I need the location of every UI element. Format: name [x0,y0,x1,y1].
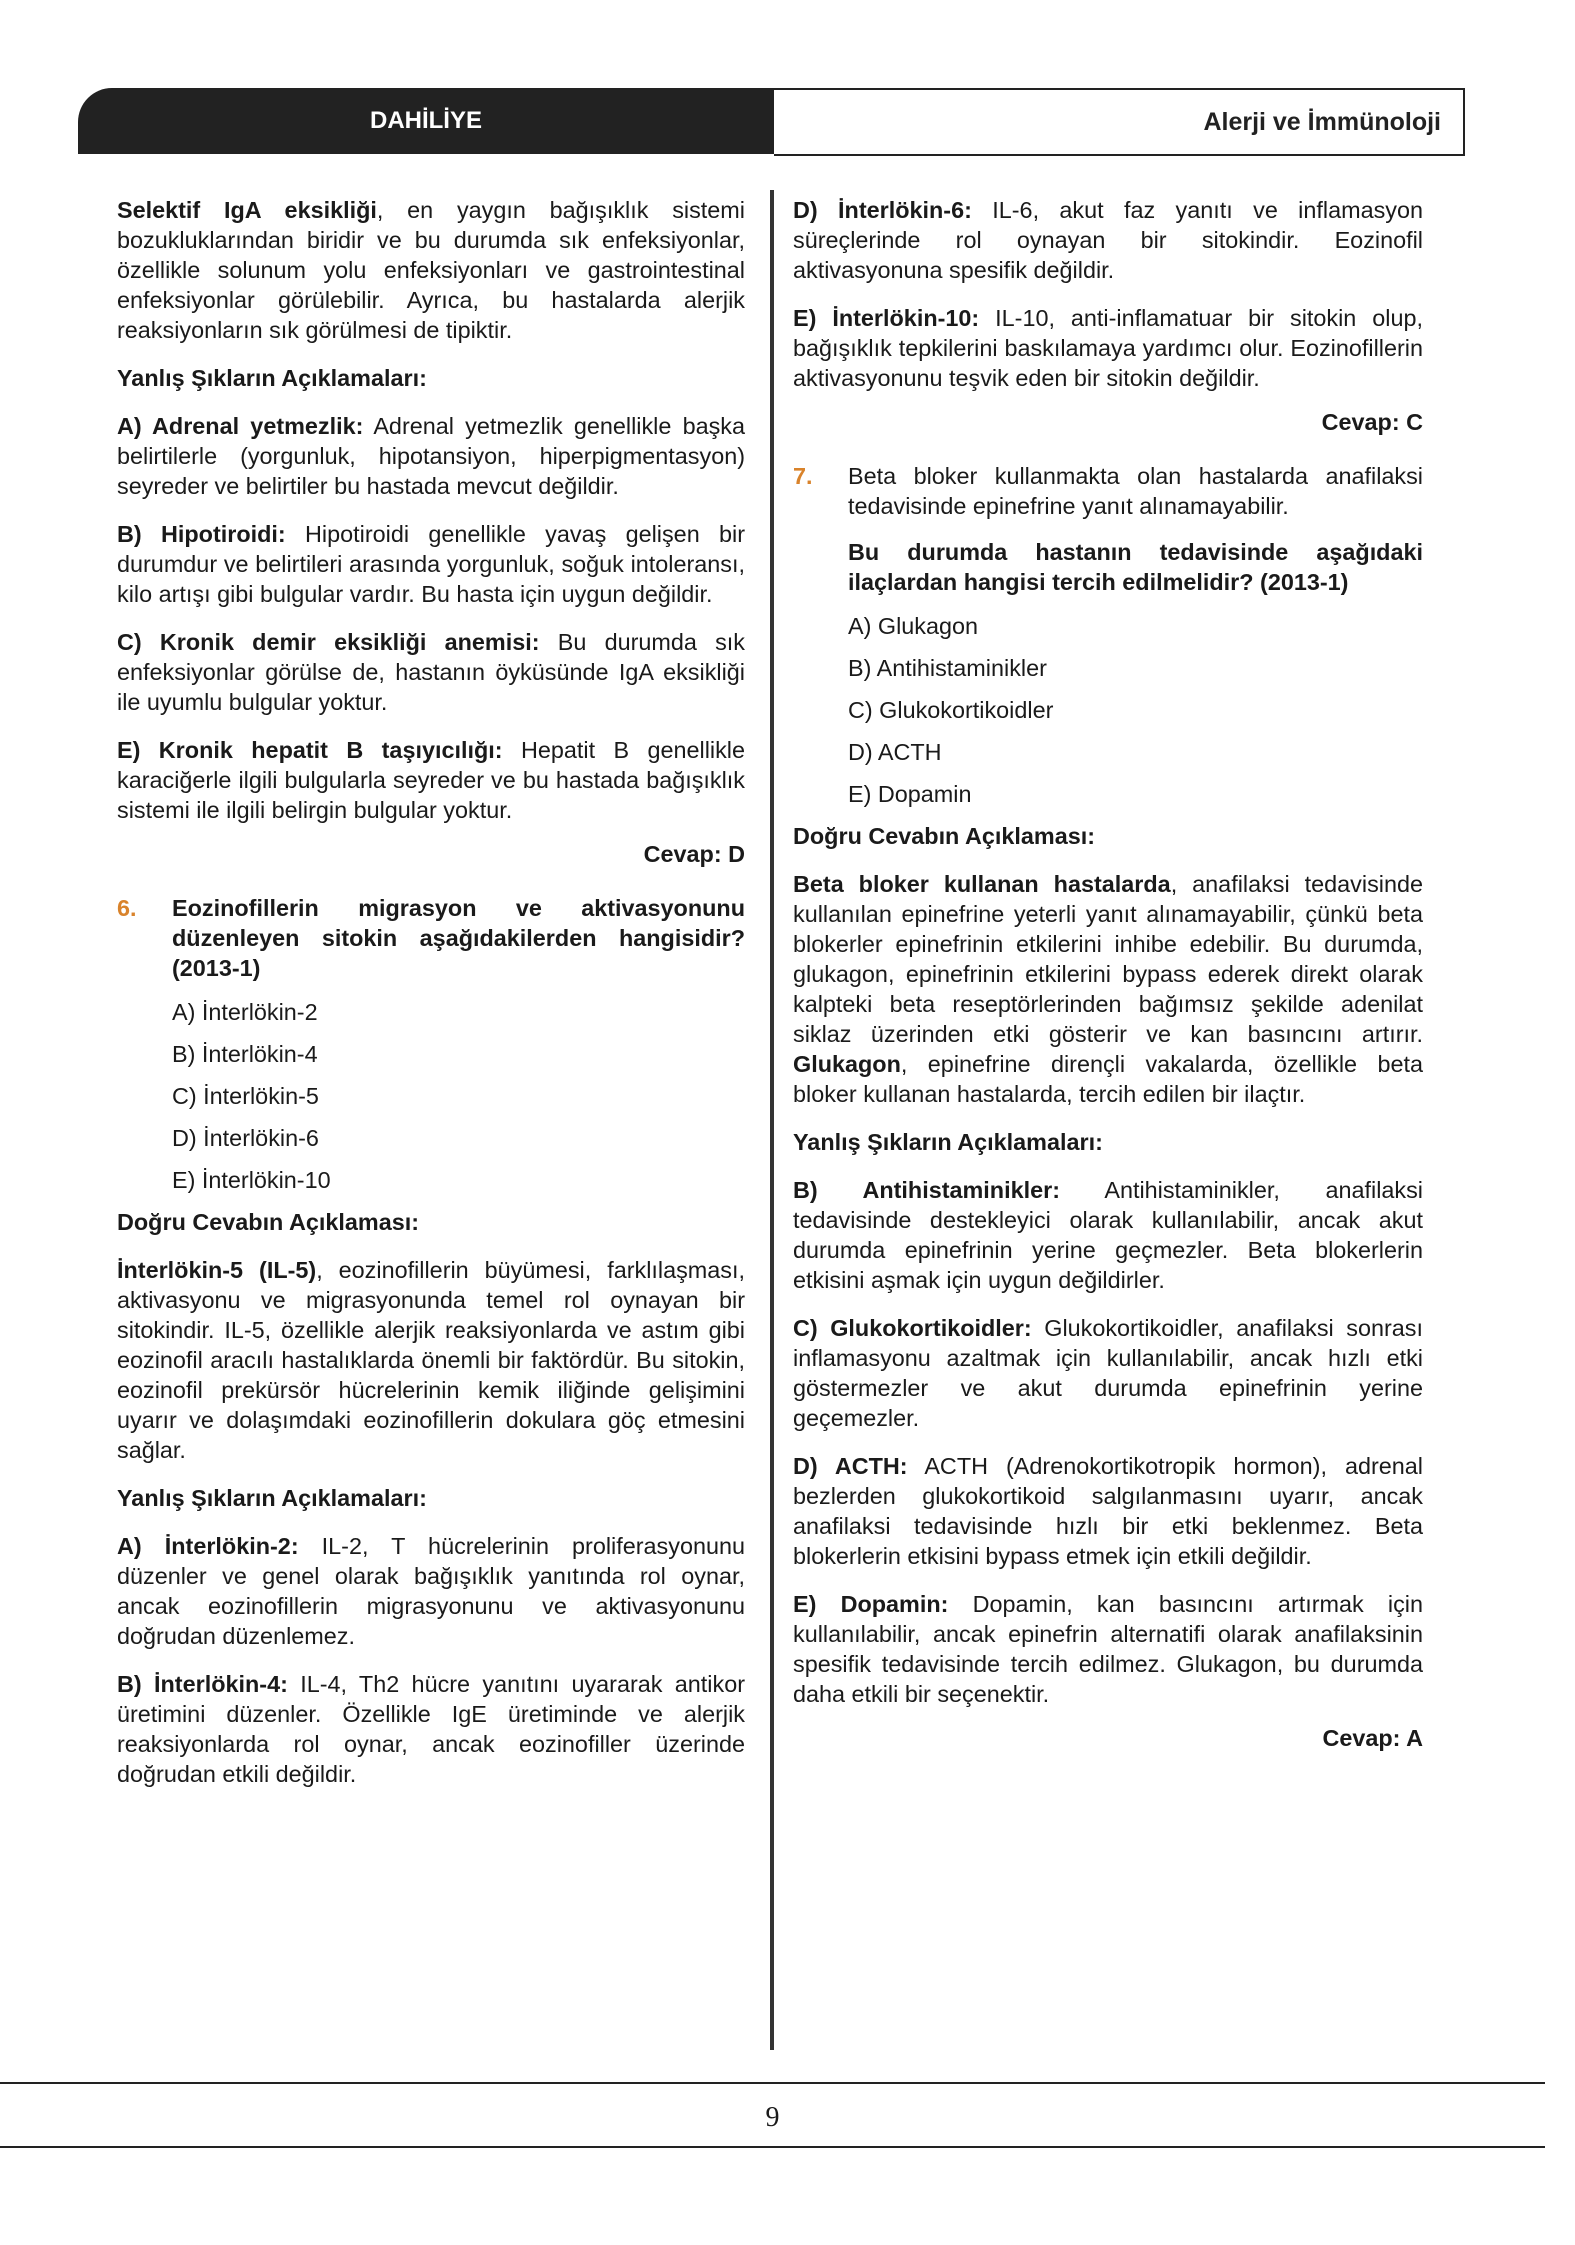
answer-options [172,997,745,1195]
left-column [117,195,745,1807]
page-number: 9 [765,2102,780,2133]
answer-label: Cevap: D [643,841,745,867]
footer-rule-top [0,2082,1545,2084]
option-a: A) İnterlökin-2 [172,999,318,1025]
question-number: 7. [793,463,813,489]
explanation-b: B) İnterlökin-4: IL-4, Th2 hücre yanıtını uyararak antikor üretimini düzenler. Özellikle IgE üretiminde ve alerjik reaksiyonlarda rol oynar, ancak eozinofiller üzerinde doğrudan etkili değildir. [117,1671,745,1787]
wrong-options-heading: Yanlış Şıkların Açıklamaları: [117,365,427,391]
question-number: 6. [117,895,137,921]
explanation-d: D) ACTH: ACTH (Adrenokortikotropik hormon), adrenal bezlerden glukokortikoid salgılanmasını uyarır, ancak anafilaksi tedavisinde hızlı bir etki beklenmez. Beta blokerlerin etkisini bypass etmek için etkili değildir. [793,1453,1423,1569]
option-a: A) Glukagon [848,613,979,639]
wrong-options-heading: Yanlış Şıkların Açıklamaları: [793,1129,1103,1155]
explanation-a: A) Adrenal yetmezlik: Adrenal yetmezlik genellikle başka belirtilerle (yorgunluk, hipotansiyon, hiperpigmentasyon) seyreder ve belirtiler bu hastada mevcut değildir. [117,413,745,499]
header-topic: Alerji ve İmmünoloji [774,88,1465,156]
option-c: C) İnterlökin-5 [172,1083,319,1109]
explanation-b: B) Antihistaminikler: Antihistaminikler, anafilaksi tedavisinde destekleyici olarak kullanılabilir, ancak akut durumda epinefrinin yerine geçmezler. Beta blokerlerin etkisini aşmak için uygun değildirler. [793,1177,1423,1293]
explanation-c: C) Glukokortikoidler: Glukokortikoidler, anafilaksi sonrası inflamasyonu azaltmak için kullanılabilir, ancak hızlı etki göstermezler ve akut durumda epinefrinin yerine geçemezler. [793,1315,1423,1431]
option-d: D) ACTH [848,739,942,765]
option-d: D) İnterlökin-6 [172,1125,319,1151]
page-header [78,88,1465,154]
explanation-e: E) Dopamin: Dopamin, kan basıncını artırmak için kullanılabilir, ancak epinefrin alternatifi olarak anafilaksinin spesifik tedavisinde tercih edilmez. Glukagon, bu durumda daha etkili bir seçenektir. [793,1591,1423,1707]
intro-paragraph: Selektif IgA eksikliği, en yaygın bağışıklık sistemi bozukluklarından biridir ve bu durumda sık enfeksiyonlar, özellikle solunum yolu enfeksiyonları ve gastrointestinal enfeksiyonlar görülebilir. Ayrıca, bu hastalarda alerjik reaksiyonların sık görülmesi de tipiktir. [117,197,745,343]
question-7 [793,461,1423,597]
explanation-e: E) İnterlökin-10: IL-10, anti-inflamatuar bir sitokin olup, bağışıklık tepkilerini baskılamaya yardımcı olur. Eozinofillerin aktivasyonunu teşvik eden bir sitokin değildir. [793,305,1423,391]
explanation-b: B) Hipotiroidi: Hipotiroidi genellikle yavaş gelişen bir durumdur ve belirtileri arasında yorgunluk, soğuk intoleransı, kilo artışı gibi bulgular vardır. Bu hasta için uygun değildir. [117,521,745,607]
explanation-d: D) İnterlökin-6: IL-6, akut faz yanıtı ve inflamasyon süreçlerinde rol oynayan bir sitokindir. Eozinofil aktivasyonuna spesifik değildir. [793,197,1423,283]
question-text: Eozinofillerin migrasyon ve aktivasyonunu düzenleyen sitokin aşağıdakilerden hangisidir? (2013-1) [172,895,745,981]
correct-answer-heading: Doğru Cevabın Açıklaması: [793,823,1095,849]
question-intro: Beta bloker kullanmakta olan hastalarda anafilaksi tedavisinde epinefrine yanıt alınamayabilir. [848,463,1423,519]
wrong-options-heading: Yanlış Şıkların Açıklamaları: [117,1485,427,1511]
right-column [793,195,1423,1771]
option-e: E) Dopamin [848,781,972,807]
header-subject: DAHİLİYE [78,88,774,154]
option-c: C) Glukokortikoidler [848,697,1054,723]
answer-label: Cevap: A [1322,1725,1423,1751]
correct-explanation: İnterlökin-5 (IL-5), eozinofillerin büyümesi, farklılaşması, aktivasyonu ve migrasyonunda temel rol oynayan bir sitokindir. IL-5, özellikle alerjik reaksiyonlarda ve astım gibi eozinofil aracılı hastalıklarda önemli bir faktördür. Bu sitokin, eozinofil prekürsör hücrelerinin kemik iliğinde gelişimini uyarır ve dolaşımdaki eozinofillerin dokulara göç etmesini sağlar. [117,1257,745,1463]
correct-answer-heading: Doğru Cevabın Açıklaması: [117,1209,419,1235]
answer-options [848,611,1423,809]
answer-label: Cevap: C [1321,409,1423,435]
footer-rule-bottom [0,2146,1545,2148]
question-6 [117,893,745,983]
question-text: Bu durumda hastanın tedavisinde aşağıdaki ilaçlardan hangisi tercih edilmelidir? (2013-1) [848,539,1423,595]
column-divider [770,190,774,2050]
correct-explanation: Beta bloker kullanan hastalarda, anafilaksi tedavisinde kullanılan epinefrine yeterli yanıt alınamayabilir, çünkü beta blokerler epinefrinin etkilerini inhibe edebilir. Bu durumda, glukagon, epinefrinin etkilerini bypass ederek direkt olarak kalpteki beta reseptörlerinden bağımsız şekilde adenilat siklaz üzerinden etki gösterir ve kan basıncını artırır. Glukagon, epinefrine dirençli vakalarda, özellikle beta bloker kullanan hastalarda, tercih edilen bir ilaçtır. [793,871,1423,1107]
option-b: B) İnterlökin-4 [172,1041,318,1067]
explanation-e: E) Kronik hepatit B taşıyıcılığı: Hepatit B genellikle karaciğerle ilgili bulgularla seyreder ve bu hastada bağışıklık sistemi ile ilgili belirgin bulgular yoktur. [117,737,745,823]
option-e: E) İnterlökin-10 [172,1167,331,1193]
option-b: B) Antihistaminikler [848,655,1047,681]
explanation-c: C) Kronik demir eksikliği anemisi: Bu durumda sık enfeksiyonlar görülse de, hastanın öyküsünde IgA eksikliği ile uyumlu bulgular yoktur. [117,629,745,715]
explanation-a: A) İnterlökin-2: IL-2, T hücrelerinin proliferasyonunu düzenler ve genel olarak bağışıklık yanıtında rol oynar, ancak eozinofillerin migrasyonunu ve aktivasyonunu doğrudan düzenlemez. [117,1533,745,1649]
